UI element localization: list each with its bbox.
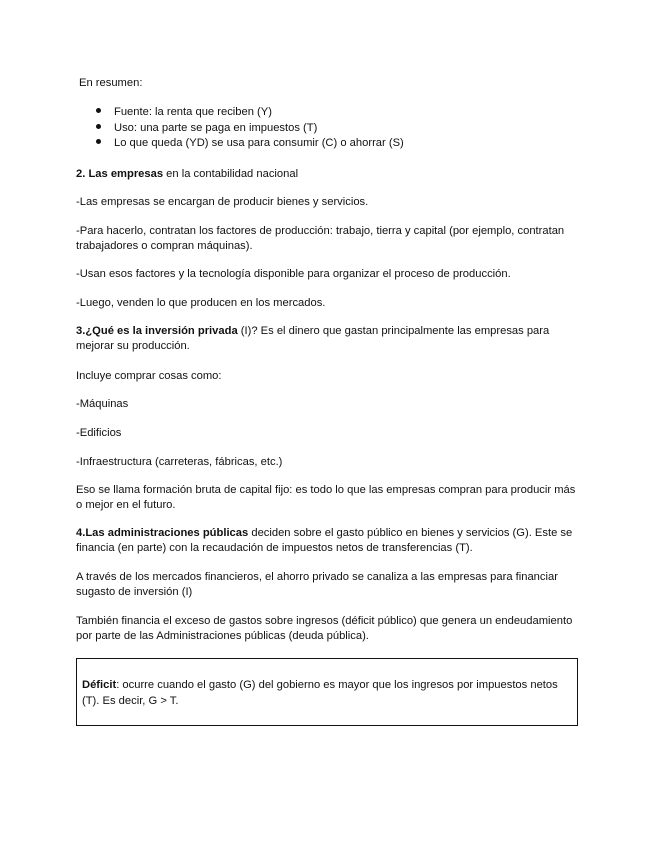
definition-box — [76, 658, 578, 726]
list-item: -Máquinas — [76, 398, 129, 410]
section-3-title: 3.¿Qué es la inversión privada (I)? Es el dinero que gastan principalmente las empresas para mejorar su producción. — [76, 325, 550, 352]
section-2-title: 2. Las empresas en la contabilidad nacional — [76, 168, 299, 180]
paragraph: También financia el exceso de gastos sobre ingresos (déficit público) que genera un endeudamiento por parte de las Administraciones públicas (deuda pública). — [76, 615, 573, 642]
bullet-icon — [96, 124, 101, 129]
section-4-title: 4.Las administraciones públicas deciden sobre el gasto público en bienes y servicios (G). Este se financia (en parte) con la recaudación de impuestos netos de transferencias (T). — [76, 527, 573, 554]
list-item: Uso: una parte se paga en impuestos (T) — [96, 121, 317, 136]
list-item: -Infraestructura (carreteras, fábricas, etc.) — [76, 456, 283, 468]
paragraph: -Para hacerlo, contratan los factores de producción: trabajo, tierra y capital (por ejemplo, contratan trabajadores o compran máquinas). — [76, 225, 565, 252]
paragraph: Eso se llama formación bruta de capital fijo: es todo lo que las empresas compran para producir más o mejor en el futuro. — [76, 484, 576, 511]
paragraph: A través de los mercados financieros, el ahorro privado se canaliza a las empresas para financiar sugasto de inversión (I) — [76, 571, 558, 598]
paragraph: -Usan esos factores y la tecnología disponible para organizar el proceso de producción. — [76, 268, 511, 280]
bullet-icon — [96, 139, 101, 144]
list-item: -Edificios — [76, 427, 122, 439]
list-item: Fuente: la renta que reciben (Y) — [96, 105, 272, 120]
paragraph: -Luego, venden lo que producen en los mercados. — [76, 297, 326, 309]
bullet-icon — [96, 108, 101, 113]
definition-text: Déficit: ocurre cuando el gasto (G) del gobierno es mayor que los ingresos por impuestos netos (T). Es decir, G > T. — [82, 679, 558, 707]
list-item: Lo que queda (YD) se usa para consumir (C) o ahorrar (S) — [96, 136, 404, 151]
summary-heading: En resumen: — [79, 77, 143, 89]
paragraph: Incluye comprar cosas como: — [76, 370, 222, 382]
paragraph: -Las empresas se encargan de producir bienes y servicios. — [76, 196, 369, 208]
